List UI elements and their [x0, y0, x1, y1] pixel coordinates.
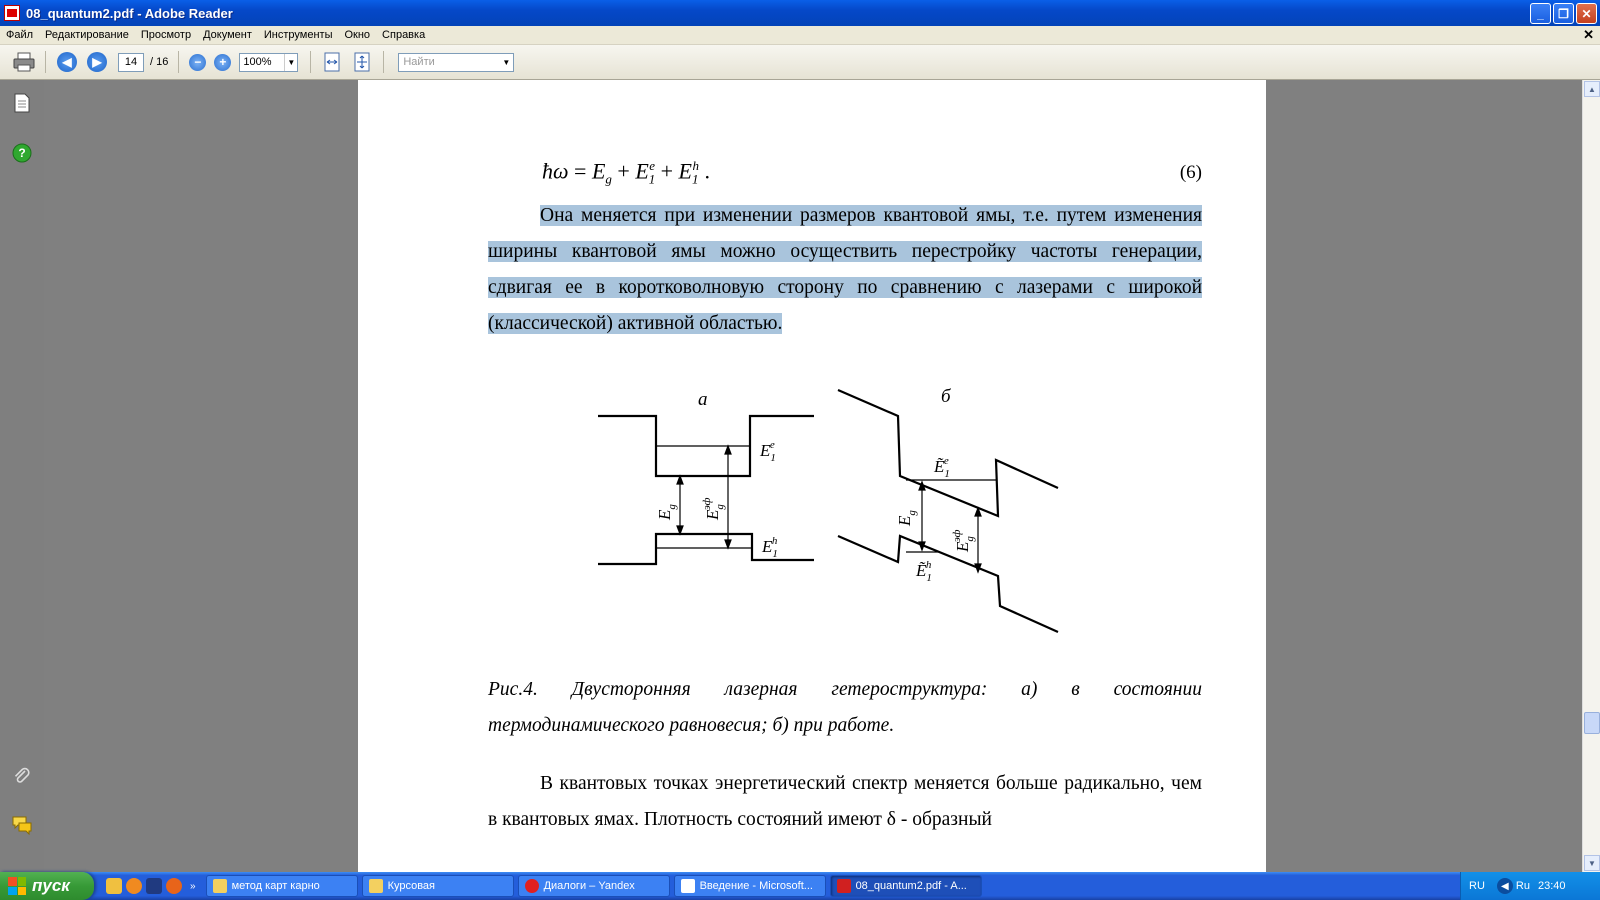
zoom-out-icon[interactable]: − [189, 54, 206, 71]
zoom-value: 100% [243, 55, 272, 68]
tray-language[interactable]: Ru [1515, 880, 1530, 892]
menu-document[interactable]: Документ [203, 29, 252, 41]
scroll-thumb[interactable] [1584, 712, 1600, 734]
taskbar-item[interactable]: Курсовая [362, 875, 514, 897]
taskbar-item-active[interactable]: 08_quantum2.pdf - A... [830, 875, 982, 897]
selected-text: Она меняется при изменении размеров квантовой ямы, т.е. путем изменения ширины квантовой ямы можно осуществить перестройку частоты генерации, сдвигая ее в коротковолновую сторону по сравнению с лазерами с широкой (классической) активной областью. [488, 205, 1202, 334]
restore-button[interactable]: ❐ [1553, 3, 1574, 24]
document-close-icon[interactable]: ✕ [1583, 27, 1594, 42]
toolbar [0, 45, 1600, 80]
help-icon[interactable] [11, 142, 33, 164]
tray-icon[interactable]: ◀ [1497, 878, 1513, 894]
previous-page-button[interactable] [55, 50, 79, 74]
paragraph-highlighted[interactable] [488, 198, 1202, 342]
find-placeholder: Найти [403, 55, 435, 68]
scroll-up-icon[interactable]: ▲ [1584, 81, 1600, 97]
fig-label-b: б [941, 386, 951, 407]
taskbar-item[interactable]: метод карт карно [206, 875, 358, 897]
start-button[interactable] [0, 872, 94, 900]
quick-launch-icon[interactable] [106, 878, 122, 894]
taskbar-item[interactable]: Диалоги – Yandex [518, 875, 670, 897]
svg-text:?: ? [18, 146, 26, 160]
close-button[interactable]: ✕ [1576, 3, 1597, 24]
zoom-select[interactable] [239, 53, 298, 72]
title-bar [0, 0, 1600, 26]
menu-bar [0, 26, 1600, 45]
scroll-down-icon[interactable]: ▼ [1584, 855, 1600, 871]
menu-file[interactable]: Файл [6, 29, 34, 41]
quick-launch [106, 878, 182, 894]
fit-width-icon[interactable] [320, 50, 344, 74]
svg-text:Ẽ1e: Ẽ$_1$e [934, 455, 950, 480]
page-total: / 16 [150, 56, 169, 68]
formula-6: ħω = $E_g + E_1^e + E_1^h$ . [542, 158, 710, 187]
pdf-page [358, 80, 1266, 872]
zoom-in-icon[interactable]: + [214, 54, 231, 71]
equation-number: (6) [1179, 162, 1202, 183]
language-indicator[interactable]: RU [1469, 880, 1485, 892]
clock: 23:40 [1537, 880, 1566, 892]
firefox-icon[interactable] [166, 878, 182, 894]
menu-tools[interactable]: Инструменты [263, 29, 333, 41]
pages-icon[interactable] [11, 92, 33, 114]
svg-text:Eg: $E_g$ [895, 510, 918, 526]
find-input[interactable] [398, 53, 514, 72]
figure-caption: Рис.4. Двусторонняя лазерная гетероструктура: а) в состоянии термодинамического равновесия; б) при работе. [488, 679, 1202, 736]
svg-text:Egэф: $E_gэф$ [951, 529, 976, 552]
document-viewport[interactable] [44, 80, 1582, 872]
navigation-pane [0, 80, 44, 872]
comments-icon[interactable] [11, 814, 33, 836]
chevron-down-icon: ▼ [284, 54, 297, 71]
minimize-button[interactable]: _ [1530, 3, 1551, 24]
fig-label-a: а [698, 389, 708, 410]
quick-launch-icon[interactable] [146, 878, 162, 894]
taskbar-item[interactable]: Введение - Microsoft... [674, 875, 826, 897]
arrow-left-icon: ◀ [57, 52, 77, 72]
band-diagram-figure [588, 380, 1068, 650]
arrow-right-icon: ▶ [87, 52, 107, 72]
chevron-right-icon[interactable]: » [190, 880, 196, 892]
next-page-button[interactable] [85, 50, 109, 74]
menu-edit[interactable]: Редактирование [45, 29, 129, 41]
fig-b-conduction-band [838, 390, 1058, 516]
quick-launch-icon[interactable] [126, 878, 142, 894]
vertical-scrollbar[interactable] [1582, 80, 1600, 872]
paragraph-2-text: В квантовых точках энергетический спектр меняется больше радикально, чем в квантовых ямах. Плотность состояний имеют δ - образный [488, 773, 1202, 830]
menu-window[interactable]: Окно [344, 29, 371, 41]
fig-b-valence-band [838, 536, 1058, 632]
svg-text:E1h: $E_1h$ [762, 535, 778, 560]
fig-a-valence-band [598, 534, 814, 564]
adobe-reader-icon [4, 5, 20, 21]
print-icon[interactable] [12, 50, 36, 74]
taskbar [0, 872, 1600, 900]
menu-view[interactable]: Просмотр [140, 29, 192, 41]
system-tray [1460, 872, 1600, 900]
chevron-down-icon[interactable]: ▼ [502, 57, 511, 67]
window-title: 08_quantum2.pdf - Adobe Reader [26, 5, 233, 21]
start-label: пуск [32, 876, 70, 895]
fit-page-icon[interactable] [350, 50, 374, 74]
svg-text:Eg: $E_g$ [655, 504, 678, 520]
page-number-input[interactable]: 14 [118, 53, 144, 72]
windows-logo-icon [8, 877, 26, 895]
svg-text:Egэф: $E_gэф$ [701, 497, 726, 520]
attachment-icon[interactable] [11, 766, 33, 788]
svg-text:E1e: $E_1e$ [760, 439, 776, 464]
formula-lhs: ħω [542, 158, 569, 184]
svg-text:Ẽ1h: Ẽ$_1$h [916, 559, 932, 584]
menu-help[interactable]: Справка [382, 29, 426, 41]
paragraph-2 [488, 766, 1202, 838]
